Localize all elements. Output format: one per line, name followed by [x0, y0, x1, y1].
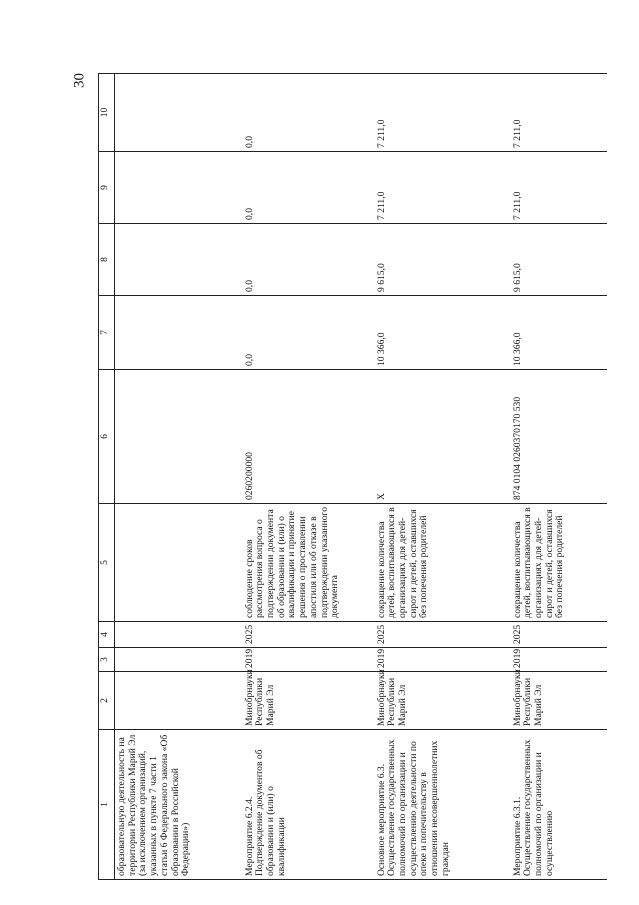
column-header-4: 4: [99, 622, 115, 648]
column-header-6: 6: [99, 370, 115, 504]
table-row: [511, 74, 607, 880]
cell-value-10: 7 211,0: [375, 74, 511, 152]
column-header-1: 1: [99, 730, 115, 880]
cell-value-7: 0,0: [243, 296, 375, 370]
column-header-8: 8: [99, 224, 115, 296]
column-header-9: 9: [99, 152, 115, 224]
cell-result: соблюдение сроков рассмотрения вопроса о подтверждении документа об образовании и (или) о квалификации и принятие решения о проставлении апостиля или об отказе в подтверждении указанного документа: [243, 504, 375, 622]
cell-budget-code: [115, 370, 243, 504]
cell-value-10: 7 211,0: [511, 74, 607, 152]
cell-end-year: 2025: [511, 622, 607, 648]
cell-value-9: [115, 152, 243, 224]
column-header-2: 2: [99, 672, 115, 730]
column-header-7: 7: [99, 296, 115, 370]
program-table: [98, 73, 607, 880]
table-row: [115, 74, 243, 880]
cell-value-9: 7 211,0: [511, 152, 607, 224]
cell-budget-code: 0260200000: [243, 370, 375, 504]
cell-executor: Минобрнауки Республики Марий Эл: [511, 672, 607, 730]
cell-result: сокращение количества детей, воспитывающихся в организациях для детей-сирот и детей, оставшихся без попечения родителей: [375, 504, 511, 622]
cell-activity-name: Основное мероприятие 6.3. Осуществление государственных полномочий по организации и осуществлению деятельности по опеке и попечительству в отношении несовершеннолетних граждан: [375, 730, 511, 880]
cell-value-9: 7 211,0: [375, 152, 511, 224]
cell-budget-code: Х: [375, 370, 511, 504]
table-row: [243, 74, 375, 880]
cell-end-year: 2025: [375, 622, 511, 648]
cell-value-8: 0,0: [243, 224, 375, 296]
cell-executor: Минобрнауки Республики Марий Эл: [375, 672, 511, 730]
column-number-header-row: [99, 74, 115, 880]
cell-value-8: [115, 224, 243, 296]
cell-value-10: [115, 74, 243, 152]
cell-start-year: [115, 648, 243, 672]
column-header-5: 5: [99, 504, 115, 622]
cell-value-8: 9 615,0: [511, 224, 607, 296]
cell-budget-code: 874 0104 0260370170 530: [511, 370, 607, 504]
table-row: [375, 74, 511, 880]
cell-end-year: 2025: [243, 622, 375, 648]
cell-value-9: 0,0: [243, 152, 375, 224]
cell-start-year: 2019: [511, 648, 607, 672]
cell-start-year: 2019: [243, 648, 375, 672]
cell-start-year: 2019: [375, 648, 511, 672]
cell-end-year: [115, 622, 243, 648]
cell-value-7: [115, 296, 243, 370]
cell-value-10: 0,0: [243, 74, 375, 152]
cell-value-7: 10 366,0: [511, 296, 607, 370]
cell-activity-name: Мероприятие 6.2.4. Подтверждение документов об образовании и (или) о квалификации: [243, 730, 375, 880]
cell-result: [115, 504, 243, 622]
column-header-3: 3: [99, 648, 115, 672]
cell-executor: Минобрнауки Республики Марий Эл: [243, 672, 375, 730]
cell-result: сокращение количества детей, воспитывающихся в организациях для детей-сирот и детей, оставшихся без попечения родителей: [511, 504, 607, 622]
cell-activity-name: Мероприятие 6.3.1. Осуществление государственных полномочий по организации и осуществлению: [511, 730, 607, 880]
rotated-table-wrapper: [98, 74, 618, 880]
cell-value-7: 10 366,0: [375, 296, 511, 370]
cell-value-8: 9 615,0: [375, 224, 511, 296]
cell-activity-name: образовательную деятельность на территории Республики Марий Эл (за исключением организаций, указанных в пункте 7 части 1 статьи 6 Федерального закона «Об образовании в Российской Федерации»): [115, 730, 243, 880]
cell-executor: [115, 672, 243, 730]
column-header-10: 10: [99, 74, 115, 152]
page-number: 30: [71, 73, 88, 88]
